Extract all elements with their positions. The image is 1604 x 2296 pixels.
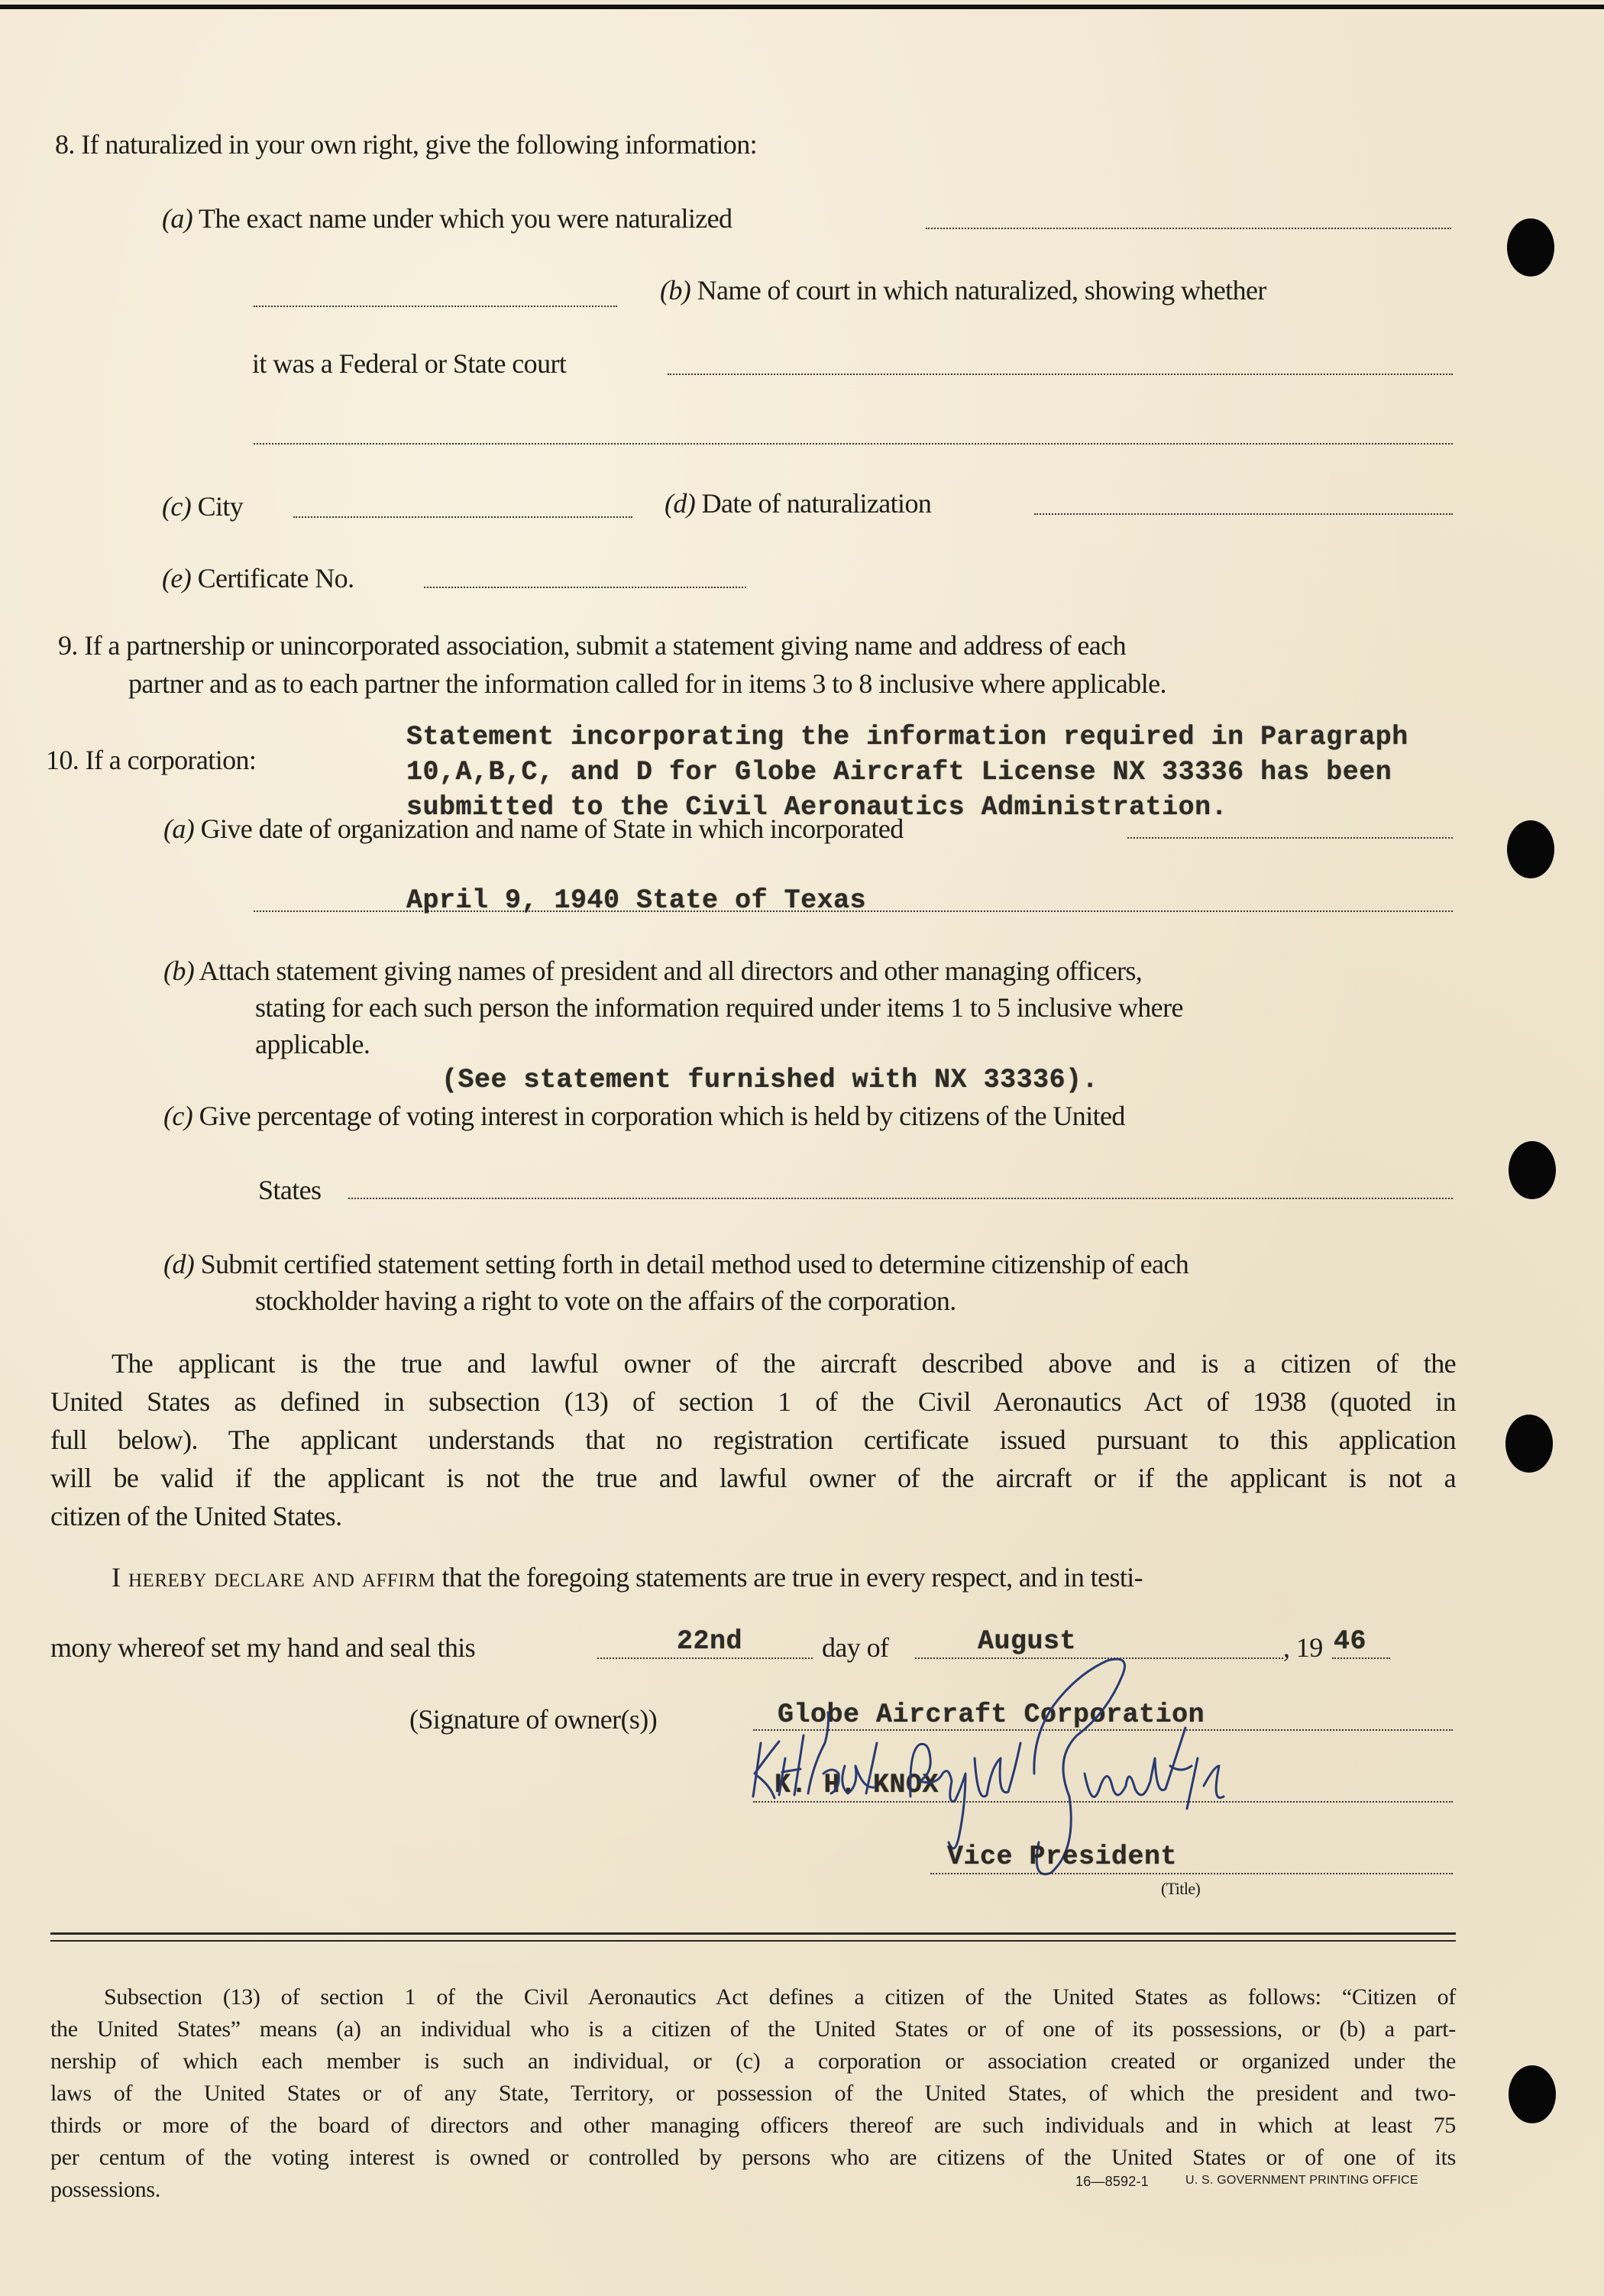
- footnote-line1: Subsection (13) of section 1 of the Civil Aeronautics Act defines a citizen of the United States as follows: “Citizen of: [104, 1984, 1456, 2010]
- field-label: Attach statement giving names of president and all directors and other managing officers,: [199, 956, 1143, 986]
- owner-typed-name: Globe Aircraft Corporation: [778, 1699, 1205, 1730]
- footnote-line7: possessions.: [50, 2177, 160, 2202]
- field-label: Name of court in which naturalized, showing whether: [697, 275, 1266, 306]
- item-heading: If naturalized in your own right, give the following information:: [81, 129, 758, 160]
- sub-label: (a): [163, 813, 195, 844]
- day-value: 22nd: [677, 1626, 743, 1657]
- declaration-line1: [112, 1561, 1143, 1593]
- item-text: If a partnership or unincorporated association, submit a statement giving name and address of each: [84, 630, 1126, 661]
- declaration-text: that the foregoing statements are true in every respect, and in testi-: [441, 1562, 1143, 1593]
- declaration-caps: I hereby declare and affirm: [112, 1562, 436, 1593]
- item10b-line2: stating for each such person the information required under items 1 to 5 inclusive where: [255, 992, 1183, 1023]
- field-label: Give date of organization and name of State in which incorporated: [200, 813, 904, 844]
- naturalized-name-field-cont[interactable]: [254, 306, 617, 307]
- court-field[interactable]: [668, 374, 1453, 375]
- hole-punch: [1509, 1141, 1556, 1199]
- hole-punch: [1505, 1415, 1553, 1473]
- item-number: 10.: [46, 745, 79, 775]
- hole-punch: [1507, 820, 1554, 878]
- city-field[interactable]: [293, 516, 632, 518]
- witness-typed-name: K. H. KNOX: [775, 1770, 939, 1800]
- naturalized-name-field[interactable]: [926, 228, 1451, 229]
- item9-line2: partner and as to each partner the information called for in items 3 to 8 inclusive where applicable.: [128, 668, 1166, 699]
- affirmation-line5: citizen of the United States.: [50, 1501, 342, 1531]
- item10d-line2: stockholder having a right to vote on the affairs of the corporation.: [255, 1285, 956, 1316]
- declaration-line2: mony whereof set my hand and seal this: [50, 1632, 476, 1663]
- title-label: (Title): [1161, 1879, 1201, 1898]
- item10b-line3: applicable.: [255, 1029, 370, 1059]
- typed-note-line1: Statement incorporating the information required in Paragraph: [406, 722, 1408, 752]
- item8a-label: [162, 202, 732, 234]
- court-field-cont[interactable]: [254, 443, 1453, 445]
- item10-heading: [46, 744, 256, 776]
- item10b-line1: [163, 955, 1142, 987]
- item-heading: If a corporation:: [85, 745, 257, 775]
- sub-label: (e): [162, 563, 192, 593]
- sub-label: (a): [162, 203, 193, 234]
- officers-statement-value: (See statement furnished with NX 33336).: [441, 1065, 1099, 1095]
- signature-label: (Signature of owner(s)): [409, 1704, 658, 1735]
- field-label: The exact name under which you were naturalized: [198, 203, 732, 234]
- item8c-label: [162, 490, 243, 522]
- sub-label: (b): [660, 275, 691, 306]
- field-label: Date of naturalization: [701, 488, 932, 519]
- form-page: [0, 5, 1604, 2296]
- naturalization-date-field[interactable]: [1034, 513, 1453, 515]
- item-number: 8.: [55, 129, 75, 160]
- footnote-line3: nership of which each member is such an individual, or (c) a corporation or association created or organized under the: [50, 2049, 1456, 2074]
- year-prefix: , 19: [1283, 1632, 1323, 1663]
- footnote-line6: per centum of the voting interest is owned or controlled by persons who are citizens of the United States or of one of its: [50, 2145, 1456, 2170]
- item8e-label: [162, 562, 354, 594]
- incorporation-date-state-value: April 9, 1940 State of Texas: [406, 885, 867, 916]
- hole-punch: [1507, 218, 1554, 276]
- title-value: Vice President: [947, 1842, 1178, 1872]
- hole-punch: [1509, 2065, 1556, 2123]
- item8b-label: [660, 274, 1266, 306]
- sub-label: (c): [162, 491, 192, 522]
- typed-note-line2: 10,A,B,C, and D for Globe Aircraft License NX 33336 has been: [406, 757, 1392, 787]
- affirmation-line1: The applicant is the true and lawful owner of the aircraft described above and is a citizen of the: [112, 1348, 1456, 1379]
- affirmation-line3: full below). The applicant understands that no registration certificate issued pursuant to this application: [50, 1424, 1456, 1455]
- field-label: Submit certified statement setting forth in detail method used to determine citizenship of each: [200, 1249, 1189, 1279]
- item10d-line1: [163, 1248, 1188, 1280]
- field-label: Certificate No.: [197, 563, 354, 593]
- footnote-line5: thirds or more of the board of directors and other managing officers thereof are such individuals and in which at least 75: [50, 2113, 1456, 2138]
- item9-line1: [58, 629, 1126, 661]
- sub-label: (d): [163, 1249, 195, 1279]
- item10a-label: [163, 813, 904, 845]
- item-number: 9.: [58, 630, 78, 661]
- footnote-line4: laws of the United States or of any State, Territory, or possession of the United States, of which the president and two-: [50, 2081, 1456, 2106]
- certificate-number-field[interactable]: [424, 587, 746, 588]
- field-label: City: [197, 491, 244, 522]
- item10c-line2: States: [258, 1175, 322, 1205]
- form-number: 16—8592-1: [1075, 2174, 1149, 2189]
- month-value: August: [978, 1626, 1077, 1657]
- field-label: Give percentage of voting interest in corporation which is held by citizens of the United: [199, 1101, 1125, 1131]
- affirmation-line2: United States as defined in subsection (13) of section 1 of the Civil Aeronautics Act of 1938 (quoted in: [50, 1386, 1456, 1417]
- item8-heading: [55, 128, 757, 160]
- divider-rule: [50, 1932, 1456, 1935]
- sub-label: (c): [163, 1101, 193, 1131]
- item8d-label: [665, 487, 931, 519]
- typed-note-line3: submitted to the Civil Aeronautics Administration.: [406, 792, 1228, 823]
- affirmation-line4: will be valid if the applicant is not the true and lawful owner of the aircraft or if the applicant is not a: [50, 1463, 1456, 1493]
- title-field[interactable]: [930, 1873, 1453, 1874]
- sub-label: (b): [163, 956, 195, 986]
- day-of-label: day of: [822, 1632, 889, 1663]
- divider-rule: [50, 1940, 1456, 1942]
- year-value: 46: [1334, 1626, 1367, 1657]
- printer-imprint: U. S. GOVERNMENT PRINTING OFFICE: [1185, 2174, 1418, 2187]
- footnote-line2: the United States” means (a) an individual who is a citizen of the United States or of one of its possessions, or (b) a part-: [50, 2016, 1456, 2042]
- voting-percentage-field[interactable]: [348, 1198, 1453, 1199]
- incorporation-field-a[interactable]: [1127, 837, 1453, 839]
- item10c-line1: [163, 1100, 1125, 1132]
- item8b-label-2: it was a Federal or State court: [252, 348, 567, 379]
- sub-label: (d): [665, 488, 696, 519]
